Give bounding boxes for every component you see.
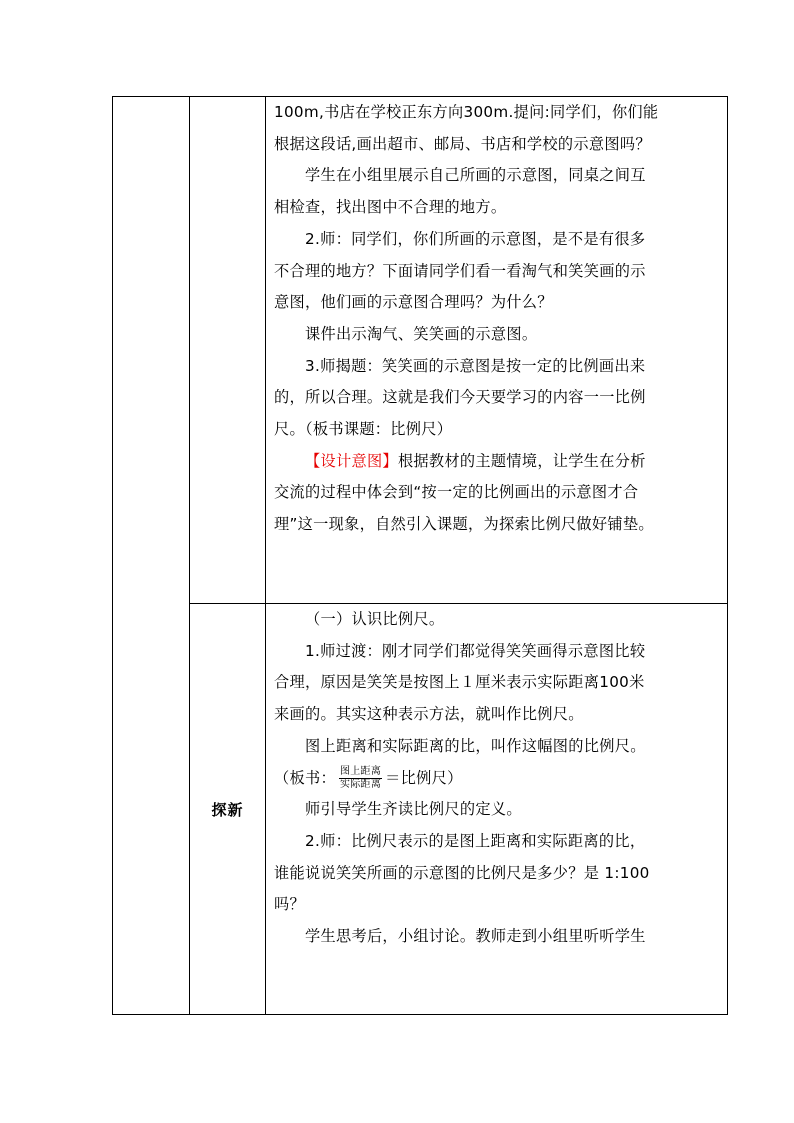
stage-column-cell bbox=[113, 97, 190, 1015]
intro-line-11: 尺。（板书课题：比例尺） bbox=[274, 420, 453, 439]
fraction bbox=[339, 766, 382, 791]
intro-line-7: 意图，他们画的示意图合理吗？为什么？ bbox=[274, 293, 553, 312]
design-line-3: 理”这一现象，自然引入课题，为探索比例尺做好铺垫。 bbox=[274, 515, 654, 534]
fraction-denominator: 实际距离 bbox=[339, 778, 382, 790]
table-row bbox=[113, 97, 728, 604]
formula-suffix: ＝比例尺） bbox=[385, 768, 463, 787]
explore-line-4: 来画的。其实这种表示方法，就叫作比例尺。 bbox=[274, 705, 584, 724]
formula-line bbox=[274, 763, 721, 795]
explore-content-cell bbox=[266, 604, 728, 1015]
formula-prefix: （板书： bbox=[274, 768, 336, 787]
intro-line-2: 根据这段话,画出超市、邮局、书店和学校的示意图吗？ bbox=[274, 134, 651, 153]
design-line-2: 交流的过程中体会到“按一定的比例画出的示意图才合 bbox=[274, 483, 639, 502]
intro-line-4: 相检查，找出图中不合理的地方。 bbox=[274, 198, 507, 217]
intro-line-9: 3.师揭题：笑笑画的示意图是按一定的比例画出来 bbox=[305, 356, 646, 375]
lesson-plan-table bbox=[112, 96, 728, 1015]
intro-line-8: 课件出示淘气、笑笑画的示意图。 bbox=[305, 324, 538, 343]
intro-line-5: 2.师：同学们，你们所画的示意图，是不是有很多 bbox=[305, 229, 646, 248]
table-row bbox=[113, 604, 728, 1015]
explore-line-9: 吗？ bbox=[274, 895, 305, 914]
explore-line-6: 师引导学生齐读比例尺的定义。 bbox=[305, 800, 522, 819]
explore-line-5: 图上距离和实际距离的比，叫作这幅图的比例尺。 bbox=[305, 736, 646, 755]
explore-line-3: 合理，原因是笑笑是按图上１厘米表示实际距离100米 bbox=[274, 673, 645, 692]
explore-line-10: 学生思考后，小组讨论。教师走到小组里听听学生 bbox=[305, 927, 646, 946]
explore-line-1: （一）认识比例尺。 bbox=[305, 610, 445, 628]
intro-line-1: 100m,书店在学校正东方向300m.提问:同学们，你们能 bbox=[274, 103, 659, 121]
fraction-numerator: 图上距离 bbox=[339, 765, 382, 777]
intro-line-3: 学生在小组里展示自己所画的示意图，同桌之间互 bbox=[305, 166, 646, 185]
intro-line-10: 的，所以合理。这就是我们今天要学习的内容一一比例 bbox=[274, 388, 646, 407]
design-intent-tag: 【设计意图】 bbox=[305, 451, 398, 470]
intro-content-cell bbox=[266, 97, 728, 604]
design-intent-line bbox=[274, 446, 721, 478]
stage-label-cell bbox=[190, 97, 266, 604]
explore-line-8: 谁能说说笑笑所画的示意图的比例尺是多少？是 1:100 bbox=[274, 863, 650, 882]
explore-line-7: 2.师：比例尺表示的是图上距离和实际距离的比， bbox=[305, 831, 646, 850]
design-intent-text: 根据教材的主题情境，让学生在分析 bbox=[397, 451, 646, 470]
explore-label: 探新 bbox=[190, 604, 266, 1015]
explore-line-2: 1.师过渡：刚才同学们都觉得笑笑画得示意图比较 bbox=[305, 641, 646, 660]
intro-line-6: 不合理的地方？下面请同学们看一看淘气和笑笑画的示 bbox=[274, 261, 646, 280]
